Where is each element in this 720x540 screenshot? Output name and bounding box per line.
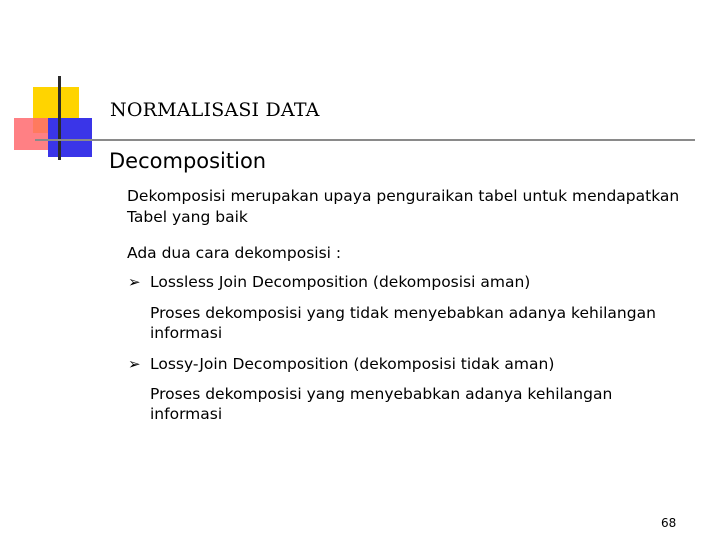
decor-pink-square [14, 118, 48, 150]
bullet-2-desc-line-1: Proses dekomposisi yang menyebabkan adanya kehilangan [150, 385, 613, 403]
arrowhead-bullet-icon: ➢ [128, 355, 141, 373]
page-number: 68 [661, 516, 677, 530]
methods-intro: Ada dua cara dekomposisi : [127, 244, 342, 262]
intro-text-line-1: Dekomposisi merupakan upaya penguraikan tabel untuk mendapatkan [127, 187, 680, 205]
bullet-2-label: Lossy-Join Decomposition (dekomposisi tidak aman) [150, 355, 555, 373]
bullet-1-desc-line-2: informasi [150, 324, 223, 342]
decor-vertical-line [58, 76, 61, 160]
bullet-1-desc-line-1: Proses dekomposisi yang tidak menyebabkan adanya kehilangan [150, 304, 656, 322]
title-rule-line [35, 139, 695, 141]
slide-title: NORMALISASI DATA [110, 99, 320, 121]
decor-blue-square [48, 118, 92, 157]
section-heading: Decomposition [109, 149, 267, 173]
bullet-2-desc-line-2: informasi [150, 405, 223, 423]
bullet-1-label: Lossless Join Decomposition (dekomposisi aman) [150, 273, 531, 291]
intro-text-line-2: Tabel yang baik [127, 208, 248, 226]
arrowhead-bullet-icon: ➢ [128, 273, 141, 291]
